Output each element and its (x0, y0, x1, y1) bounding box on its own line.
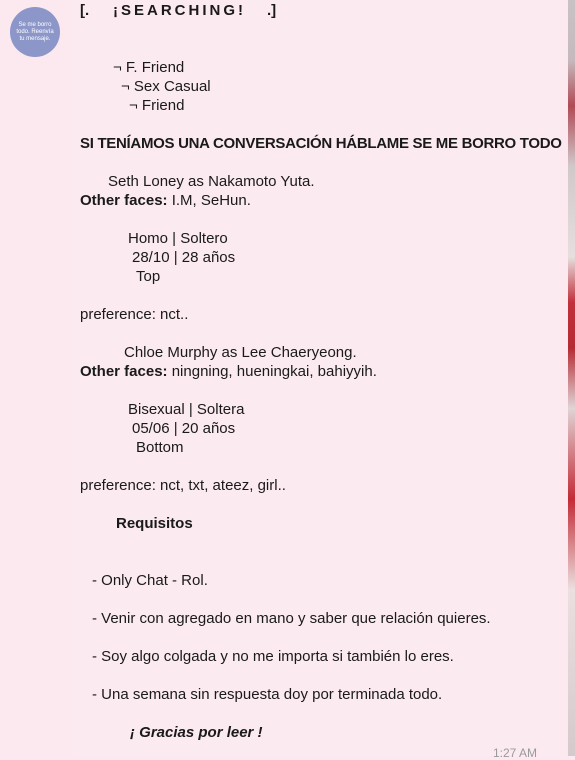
thanks-text: ¡ Gracias por leer ! (130, 724, 263, 741)
other-faces-value: I.M, SeHun. (167, 192, 251, 209)
other-faces-value: ningning, hueningkai, bahiyyih. (167, 363, 377, 380)
char1-birth-age: 28/10 | 28 años (132, 249, 236, 266)
char1-preference: preference: nct.. (80, 306, 189, 323)
char2-birth-age: 05/06 | 20 años (132, 420, 236, 437)
requirement-item: - Soy algo colgada y no me importa si también lo eres. (92, 648, 454, 665)
requirements-heading: Requisitos (116, 515, 193, 532)
char1-role: Top (136, 268, 161, 285)
char1-name: Seth Loney as Nakamoto Yuta. (108, 173, 315, 190)
header-title: ¡SEARCHING! (113, 2, 246, 19)
requirement-item: - Venir con agregado en mano y saber que relación quieres. (92, 610, 491, 627)
char2-orientation: Bisexual | Soltera (128, 401, 245, 418)
looking-for-item: ¬ F. Friend (113, 59, 185, 76)
char1-other-faces (80, 192, 251, 210)
looking-for-item: ¬ Friend (129, 97, 185, 114)
looking-for-item: ¬ Sex Casual (121, 78, 211, 95)
char2-other-faces (80, 363, 377, 381)
header-bracket-close: .] (267, 2, 277, 19)
char1-orientation: Homo | Soltero (128, 230, 228, 247)
char2-name: Chloe Murphy as Lee Chaeryeong. (124, 344, 357, 361)
other-faces-label: Other faces: (80, 192, 168, 209)
char2-role: Bottom (136, 439, 184, 456)
notice-text: SI TENÍAMOS UNA CONVERSACIÓN HÁBLAME SE ME BORRO TODO (80, 135, 562, 152)
message-bubble (72, 0, 560, 756)
requirement-item: - Only Chat - Rol. (92, 572, 208, 589)
other-faces-label: Other faces: (80, 363, 168, 380)
background-edge (568, 0, 575, 756)
message-timestamp: 1:27 AM (493, 746, 538, 760)
requirement-item: - Una semana sin respuesta doy por terminada todo. (92, 686, 443, 703)
header-bracket-open: [. (80, 2, 90, 19)
char2-preference: preference: nct, txt, ateez, girl.. (80, 477, 286, 494)
avatar[interactable] (10, 7, 60, 57)
avatar-text: Se me borro todo. Reenvía tu mensaje. (16, 21, 54, 42)
